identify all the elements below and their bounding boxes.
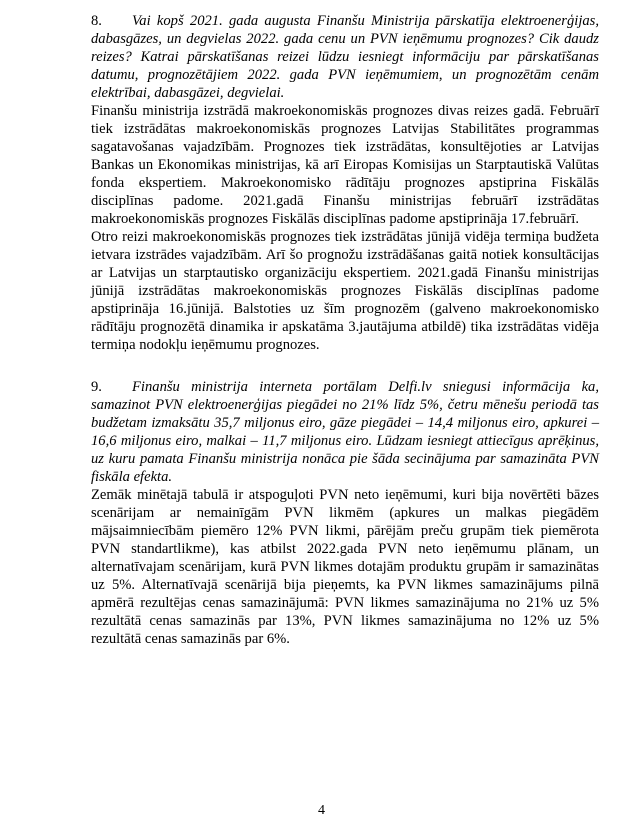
question-8-text: Vai kopš 2021. gada augusta Finanšu Ministrija pārskatīja elektroenerģijas, dabasgāzes, un degvielas 2022. gada cenu un PVN ieņēmumu prognozes? Cik daudz reizes? Katrai pārskatīšanas reizei lūdzu iesniegt informāciju par pārskatīšanas datumu, prognozētājiem 2022. gada PVN ieņēmumiem, un prognozētām cenām elektrībai, dabasgāzei, degvielai. [91, 13, 599, 101]
answer-8-paragraph-1: Finanšu ministrija izstrādā makroekonomiskās prognozes divas reizes gadā. Februārī tiek izstrādātas makroekonomiskās prognozes Latvijas Stabilitātes programmas sagatavošanas vajadzībām. Prognozes tiek izstrādātas, konsultējoties ar Latvijas Bankas un Ekonomikas ministrijas, kā arī Eiropas Komisijas un Starptautiskā Valūtas fonda ekspertiem. Makroekonomisko rādītāju prognozes apstiprina Fiskālās disciplīnas padome. 2021.gadā Finanšu ministrijas februārī izstrādātas makroekonomiskās prognozes Fiskālās disciplīnas padome apstiprināja 17.februārī. [91, 103, 599, 227]
document-page [91, 12, 599, 648]
page-number: 4 [318, 803, 325, 818]
question-9 [91, 378, 599, 486]
answer-8-paragraph-2: Otro reizi makroekonomiskās prognozes tiek izstrādātas jūnijā vidēja termiņa budžeta ietvara izstrādes vajadzībām. Arī šo prognožu izstrādāšanas gaitā notiek konsultācijas ar Latvijas un starptautisko organizāciju ekspertiem. 2021.gadā Finanšu ministrijas jūnijā izstrādātas makroekonomiskās prognozes Fiskālās disciplīnas padome apstiprināja 16.jūnijā. Balstoties uz šīm prognozēm (galveno makroekonomisko rādītāju prognozētā dinamika ir apskatāma 3.jautājuma atbildē) tika izstrādātas vidēja termiņa nodokļu ieņēmumu prognozes. [91, 229, 599, 353]
question-9-text: Finanšu ministrija interneta portālam Delfi.lv sniegusi informācija ka, samazinot PVN elektroenerģijas piegādei no 21% līdz 5%, četru mēnešu periodā tas budžetam izmaksātu 35,7 miljonus eiro, gāze piegādei – 14,4 miljonus eiro, apkurei – 16,6 miljonus eiro, malkai – 11,7 miljonus eiro. Lūdzam iesniegt attiecīgus aprēķinus, uz kuru pamata Finanšu ministrija nonāca pie šāda secinājuma par samazināta PVN fiskāla efekta. [91, 379, 599, 485]
question-8-number: 8. [91, 13, 102, 29]
section-spacer [91, 354, 599, 378]
question-9-number: 9. [91, 379, 102, 395]
answer-9-paragraph: Zemāk minētajā tabulā ir atspoguļoti PVN neto ieņēmumi, kuri bija novērtēti bāzes scenārijam ar nemainīgām PVN likmēm (apkures un malkas piegādēm mājsaimniecībām piemēro 12% PVN likmi, pārējām preču grupām tiek piemērota PVN standartlikme), kas atbilst 2022.gada PVN neto ieņēmumu plānam, un alternatīvajam scenārijam, kurā PVN likmes dotajām produktu grupām ir samazinātas uz 5%. Alternatīvajā scenārijā bija pieņemts, ka PVN likmes samazinājums pilnā apmērā rezultējas cenas samazinājumā: PVN likmes samazinājuma no 21% uz 5% rezultātā cenas samazinās par 13%, PVN likmes samazinājuma no 12% uz 5% rezultātā cenas samazinās par 6%. [91, 487, 599, 647]
question-8 [91, 12, 599, 102]
